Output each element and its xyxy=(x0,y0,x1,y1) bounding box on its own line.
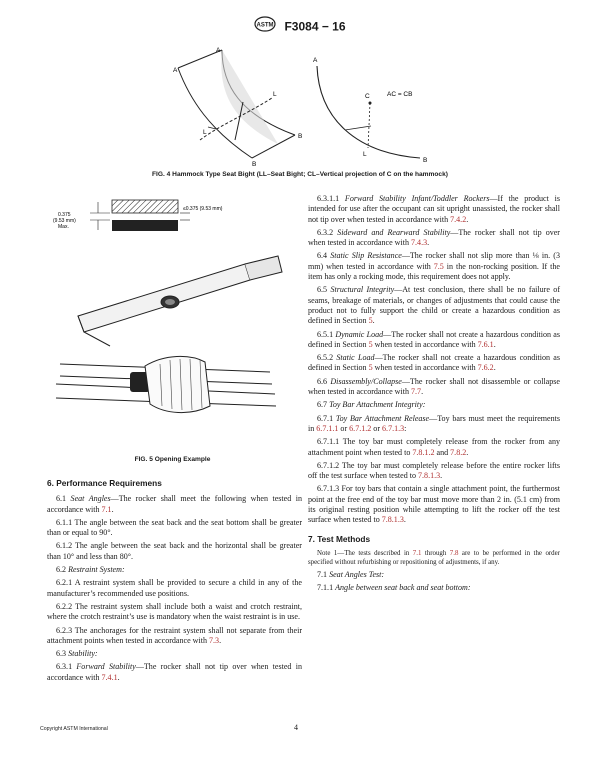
ref-link[interactable]: 7.4.1 xyxy=(101,672,118,682)
copyright-notice: Copyright ASTM International xyxy=(40,726,108,732)
ref-link[interactable]: 5 xyxy=(368,316,373,326)
para-6-1-1: 6.1.1 The angle between the seat back and the seat bottom shall be greater than or equal to 90°. xyxy=(47,517,302,538)
para-6-4: 6.4 Static Slip Resistance—The rocker shall not slip more than ⅛ in. (3 mm) when tested in accordance with 7.5 in the non-rocking position. If the item has only a rocking mode, this requirement does not apply. xyxy=(308,251,561,282)
page-number: 4 xyxy=(294,723,298,732)
para-6-7: 6.7 Toy Bar Attachment Integrity: xyxy=(317,400,426,410)
fig4-projection-drawing xyxy=(305,48,440,168)
para-6-2: 6.2 Restraint System: xyxy=(56,565,125,575)
fig5-opening-drawing xyxy=(50,194,300,454)
section-7-title: 7. Test Methods xyxy=(308,533,371,544)
ref-link[interactable]: 7.7 xyxy=(411,387,422,397)
fig4r-label-a: A xyxy=(313,57,318,64)
fig5-dim-left-l1: 0.375 xyxy=(58,212,71,218)
fig5-caption: FIG. 5 Opening Example xyxy=(134,456,211,463)
para-7-1: 7.1 Seat Angles Test: xyxy=(317,570,385,580)
ref-link[interactable]: 7.6.2 xyxy=(477,363,494,373)
para-6-3-1-1: 6.3.1.1 Forward Stability Infant/Toddler Rockers—If the product is intended for use after the occupant can sit upright unassisted, the rocker shall not tip over when tested in accordance with 7.4.2. xyxy=(308,194,560,224)
astm-logo-icon xyxy=(254,16,276,37)
para-6-1-2: 6.1.2 The angle between the seat back and the horizontal shall be greater than 10° and less than 80°. xyxy=(47,541,302,561)
para-7-1-1: 7.1.1 Angle between seat back and seat bottom: xyxy=(317,583,471,593)
para-6-7-1: 6.7.1 Toy Bar Attachment Release—Toy bars must meet the requirements in 6.7.1.1 or 6.7.1.2 or 6.7.1.3: xyxy=(308,413,560,433)
fig5-dim-left-l2: (9.53 mm) xyxy=(53,218,76,224)
fig4-hammock-drawing xyxy=(160,40,310,168)
fig4-label-b-bottom: B xyxy=(252,161,257,168)
ref-link[interactable]: 7.8.1.3 xyxy=(418,471,441,481)
fig4r-label-c: C xyxy=(365,93,370,100)
fig4r-equation: AC = CB xyxy=(387,91,413,98)
ref-link[interactable]: 6.7.1.3 xyxy=(382,423,405,433)
fig5-dim-left-l3: Max. xyxy=(58,224,69,230)
ref-link[interactable]: 7.8.1.3 xyxy=(381,515,404,525)
ref-link[interactable]: 6.7.1.2 xyxy=(349,423,372,433)
para-6-7-1-3: 6.7.1.3 For toy bars that contain a single attachment point, the furthermost point at the free end of the toy bar must move more than 2 in. (5.1 cm) from its original resting position while attempting to lift the rocker off the test surface when tested to 7.8.1.3. xyxy=(308,484,560,525)
para-6-7-1-2: 6.7.1.2 The toy bar must completely release before the entire rocker lifts off the test surface when tested to 7.8.1.3. xyxy=(308,460,560,481)
para-6-1: 6.1 Seat Angles—The rocker shall meet the following when tested in accordance with 7.1. xyxy=(47,494,302,514)
ref-link[interactable]: 7.8 xyxy=(449,549,459,557)
svg-text:ASTM: ASTM xyxy=(256,22,274,29)
ref-link[interactable]: 7.3 xyxy=(209,635,220,645)
para-6-3-1: 6.3.1 Forward Stability—The rocker shall not tip over when tested in accordance with 7.4.1. xyxy=(47,662,302,682)
standard-designation: F3084 − 16 xyxy=(284,19,346,34)
fig4-label-b-right: B xyxy=(298,133,303,140)
para-6-2-3: 6.2.3 The anchorages for the restraint system shall not separate from their attachment points when tested in accordance with 7.3. xyxy=(47,625,302,645)
ref-link[interactable]: 6.7.1.1 xyxy=(316,423,339,433)
left-column xyxy=(47,478,302,686)
ref-link[interactable]: 7.4.3 xyxy=(411,238,428,248)
para-6-5-1: 6.5.1 Dynamic Load—The rocker shall not create a hazardous condition as defined in Section 5 when tested in accordance with 7.6.1. xyxy=(308,329,561,349)
fig4-label-l-left: L xyxy=(203,129,207,136)
fig5-dim-right: ≤0.375 (9.53 mm) xyxy=(183,206,223,212)
para-6-3-2: 6.3.2 Sideward and Rearward Stability—The rocker shall not tip over when tested in accordance with 7.4.3. xyxy=(308,227,560,248)
fig4-label-a-left: A xyxy=(173,67,178,74)
page-header xyxy=(0,16,600,37)
fig4-label-a-top: A xyxy=(216,47,221,54)
fig4r-label-l: L xyxy=(363,151,367,158)
ref-link[interactable]: 7.4.2 xyxy=(450,214,467,224)
para-6-5: 6.5 Structural Integrity—At test conclusion, there shall be no failure of seams, breakage of materials, or changes of adjustments that could cause the product not to fully support the child or create a hazardous condition as defined in Section 5. xyxy=(308,285,561,326)
para-6-5-2: 6.5.2 Static Load—The rocker shall not create a hazardous condition as defined in Section 5 when tested in accordance with 7.6.2. xyxy=(308,353,560,373)
note-1: Note 1—The tests described in 7.1 through 7.8 are to be performed in the order specified without refurbishing or repositioning of adjustments, if any. xyxy=(308,549,560,566)
ref-link[interactable]: 5 xyxy=(368,339,373,349)
fig4r-label-b: B xyxy=(423,157,428,164)
para-6-3: 6.3 Stability: xyxy=(56,649,98,659)
ref-link[interactable]: 7.1 xyxy=(101,504,112,514)
section-6-title: 6. Performance Requiremens xyxy=(47,478,162,488)
ref-link[interactable]: 5 xyxy=(368,363,373,373)
para-6-6: 6.6 Disassembly/Collapse—The rocker shall not disassemble or collapse when tested in accordance with 7.7. xyxy=(308,376,560,397)
ref-link[interactable]: 7.5 xyxy=(433,261,444,271)
para-6-2-1: 6.2.1 A restraint system shall be provided to secure a child in any of the manufacturer’s recommended use positions. xyxy=(47,578,302,598)
ref-link[interactable]: 7.8.2 xyxy=(450,447,467,457)
ref-link[interactable]: 7.8.1.2 xyxy=(412,447,435,457)
fig4-caption: FIG. 4 Hammock Type Seat Bight (LL–Seat Bight; CL–Vertical projection of C on the hammock) xyxy=(152,171,448,178)
fig4-label-l-right: L xyxy=(273,91,277,98)
para-6-7-1-1: 6.7.1.1 The toy bar must completely release from the rocker from any attachment point when tested to 7.8.1.2 and 7.8.2. xyxy=(308,437,560,457)
para-6-2-2: 6.2.2 The restraint system shall include both a waist and crotch restraint, where the crotch restraint’s use is mandatory when the waist restraint is in use. xyxy=(47,601,302,622)
right-column xyxy=(308,194,560,597)
ref-link[interactable]: 7.6.1 xyxy=(477,339,494,349)
ref-link[interactable]: 7.1 xyxy=(412,549,422,557)
